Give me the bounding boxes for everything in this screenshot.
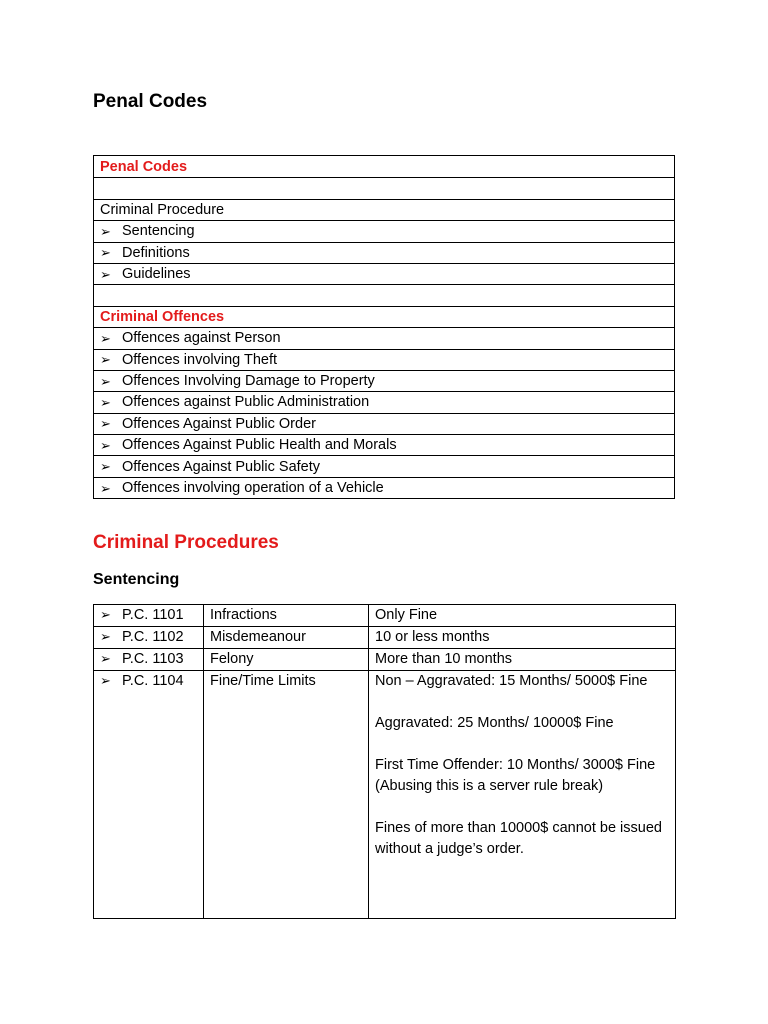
toc-item[interactable] bbox=[94, 220, 674, 241]
section-title: Criminal Procedures bbox=[93, 532, 279, 553]
toc-item-label: Offences involving operation of a Vehicle bbox=[122, 480, 384, 497]
toc-item[interactable] bbox=[94, 370, 674, 391]
sentence-detail: First Time Offender: 10 Months/ 3000$ Fine (Abusing this is a server rule break) bbox=[375, 757, 656, 794]
arrow-bullet-icon: ➢ bbox=[100, 416, 111, 432]
offence-type-cell: Infractions bbox=[204, 605, 369, 627]
toc-item-label: Definitions bbox=[122, 244, 190, 261]
toc-item-label: Sentencing bbox=[122, 223, 195, 240]
penal-code: P.C. 1103 bbox=[122, 651, 184, 667]
arrow-bullet-icon: ➢ bbox=[100, 673, 111, 688]
offence-type-cell: Felony bbox=[204, 649, 369, 671]
toc-item[interactable] bbox=[94, 434, 674, 455]
sentence-detail: 10 or less months bbox=[375, 629, 490, 645]
sentence-detail: Non – Aggravated: 15 Months/ 5000$ Fine bbox=[375, 673, 648, 689]
toc-item-label: Penal Codes bbox=[100, 158, 188, 175]
arrow-bullet-icon: ➢ bbox=[100, 629, 111, 644]
toc-item-label: Offences Against Public Health and Morals bbox=[122, 437, 397, 454]
toc-item-label: Offences Involving Damage to Property bbox=[122, 373, 375, 390]
arrow-bullet-icon: ➢ bbox=[100, 245, 111, 261]
arrow-bullet-icon: ➢ bbox=[100, 352, 111, 368]
sentence-detail: Only Fine bbox=[375, 607, 438, 623]
table-of-contents bbox=[93, 155, 675, 499]
toc-item[interactable] bbox=[94, 455, 674, 476]
arrow-bullet-icon: ➢ bbox=[100, 373, 111, 389]
subsection-title: Sentencing bbox=[93, 571, 180, 588]
sentence-details-cell bbox=[369, 627, 676, 649]
sentence-details-cell bbox=[369, 649, 676, 671]
offence-type-cell: Fine/Time Limits bbox=[204, 671, 369, 919]
toc-item[interactable] bbox=[94, 413, 674, 434]
penal-code-cell bbox=[94, 649, 204, 671]
arrow-bullet-icon: ➢ bbox=[100, 459, 111, 475]
table-row bbox=[94, 605, 676, 627]
arrow-bullet-icon: ➢ bbox=[100, 480, 111, 496]
toc-item[interactable] bbox=[94, 263, 674, 284]
toc-item[interactable] bbox=[94, 391, 674, 412]
penal-code: P.C. 1101 bbox=[122, 607, 184, 623]
table-row bbox=[94, 627, 676, 649]
toc-item[interactable] bbox=[94, 242, 674, 263]
penal-code-cell bbox=[94, 627, 204, 649]
sentence-detail: More than 10 months bbox=[375, 651, 513, 667]
penal-code-cell bbox=[94, 671, 204, 919]
sentencing-table bbox=[93, 604, 676, 919]
arrow-bullet-icon: ➢ bbox=[100, 223, 111, 239]
arrow-bullet-icon: ➢ bbox=[100, 437, 111, 453]
toc-heading bbox=[94, 306, 674, 327]
table-row bbox=[94, 671, 676, 919]
toc-item-label: Guidelines bbox=[122, 266, 191, 283]
toc-item-label: Criminal Offences bbox=[100, 308, 225, 325]
sentence-details-cell bbox=[369, 671, 676, 919]
toc-item-label: Offences Against Public Safety bbox=[122, 458, 321, 475]
offence-type-cell: Misdemeanour bbox=[204, 627, 369, 649]
sentence-details-cell bbox=[369, 605, 676, 627]
toc-item bbox=[94, 199, 674, 220]
toc-item[interactable] bbox=[94, 327, 674, 348]
penal-code-cell bbox=[94, 605, 204, 627]
toc-item-label: Criminal Procedure bbox=[100, 201, 225, 218]
arrow-bullet-icon: ➢ bbox=[100, 266, 111, 282]
toc-item-label: Offences Against Public Order bbox=[122, 415, 316, 432]
toc-heading bbox=[94, 156, 674, 177]
toc-item[interactable] bbox=[94, 349, 674, 370]
sentence-detail: Fines of more than 10000$ cannot be issued without a judge’s order. bbox=[375, 820, 662, 857]
page-title: Penal Codes bbox=[93, 91, 208, 112]
sentence-detail: Aggravated: 25 Months/ 10000$ Fine bbox=[375, 715, 614, 731]
toc-blank-row bbox=[94, 177, 674, 198]
arrow-bullet-icon: ➢ bbox=[100, 330, 111, 346]
toc-item[interactable] bbox=[94, 477, 674, 498]
toc-item-label: Offences against Public Administration bbox=[122, 394, 370, 411]
toc-blank-row bbox=[94, 284, 674, 305]
arrow-bullet-icon: ➢ bbox=[100, 607, 111, 622]
toc-item-label: Offences involving Theft bbox=[122, 351, 278, 368]
arrow-bullet-icon: ➢ bbox=[100, 394, 111, 410]
toc-item-label: Offences against Person bbox=[122, 330, 281, 347]
table-row bbox=[94, 649, 676, 671]
penal-code: P.C. 1104 bbox=[122, 673, 184, 689]
arrow-bullet-icon: ➢ bbox=[100, 651, 111, 666]
penal-code: P.C. 1102 bbox=[122, 629, 184, 645]
